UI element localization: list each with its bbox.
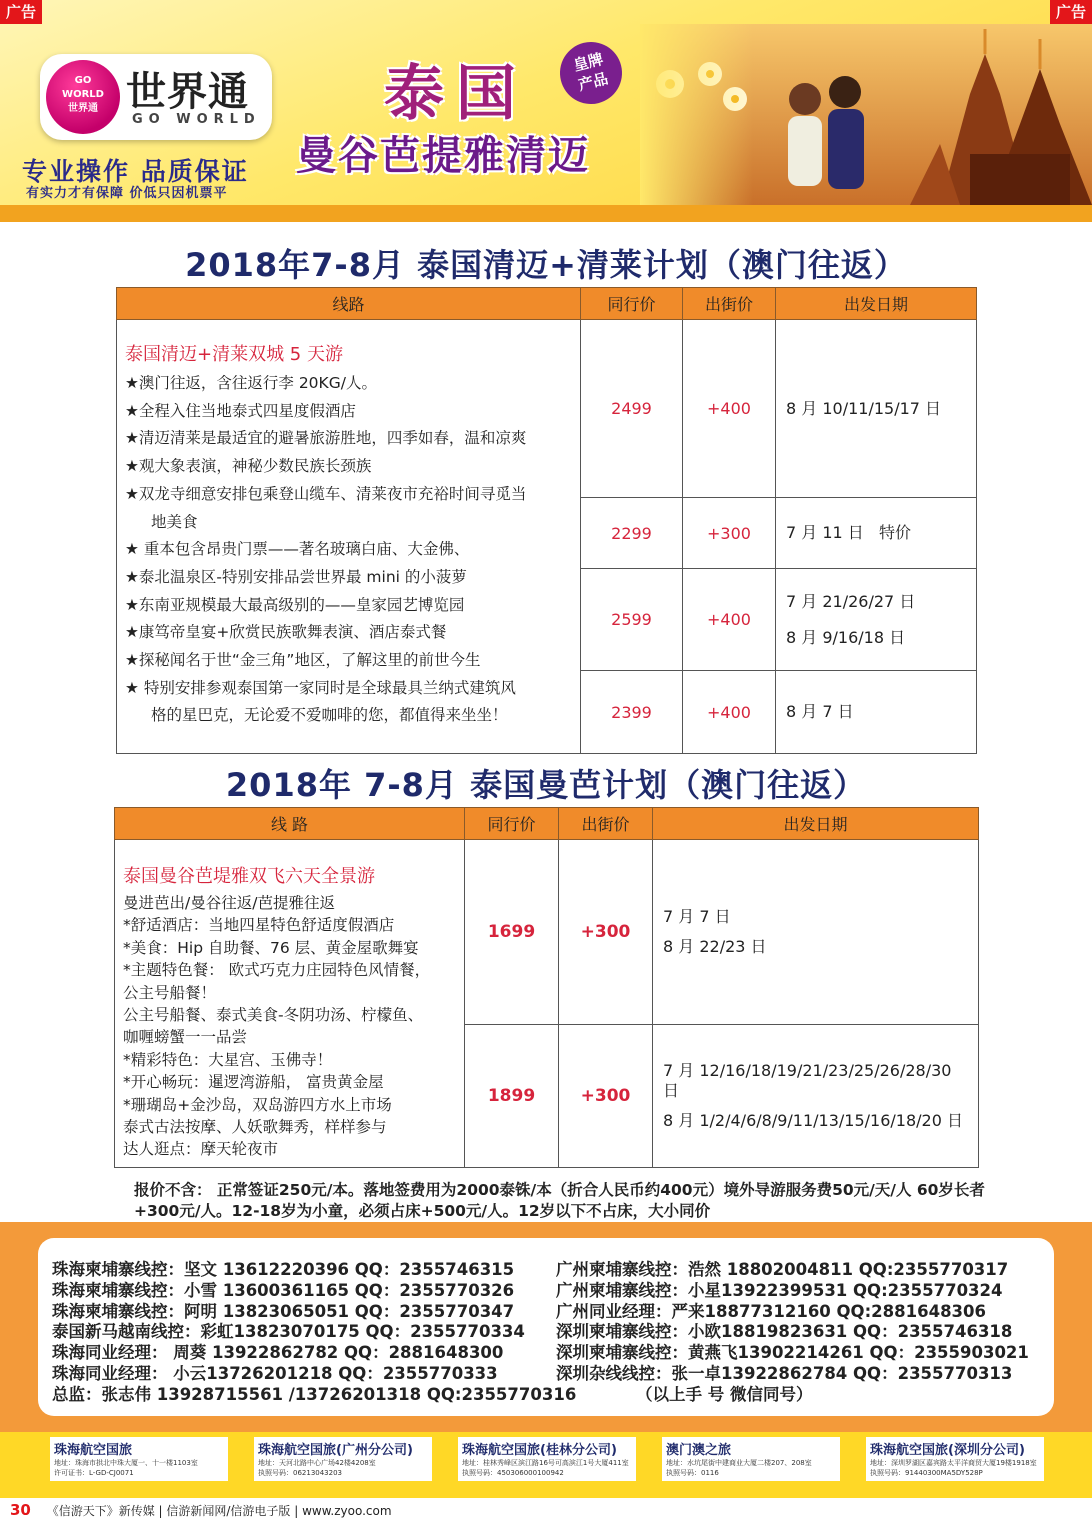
agency-detail: 执照号码：06213043203 (258, 1469, 342, 1477)
agency-card (866, 1437, 1044, 1481)
route-line: ★观大象表演，神秘少数民族长颈族 (125, 457, 372, 476)
retail-price: +400 (683, 569, 776, 671)
section1-title: 2018年7-8月 泰国清迈+清莱计划（澳门往返） (185, 246, 907, 284)
brand-slogan: 专业操作 品质保证 (22, 157, 249, 186)
agency-name: 珠海航空国旅(广州分公司) (258, 1443, 413, 1458)
contact-line: 珠海柬埔寨线控：小雪 13600361165 QQ：2355770326 (52, 1280, 515, 1300)
route-line: 公主号船餐！ (123, 983, 217, 1002)
contact-line: 广州同业经理：严来18877312160 QQ:2881648306 (556, 1301, 986, 1321)
section2-price-table (114, 807, 979, 1168)
col-route: 线路 (117, 288, 581, 320)
agency-detail: 地址：桂林秀峰区滨江路16号可高滨江1号大厦411室 (462, 1459, 629, 1467)
retail-price: +300 (559, 840, 653, 1025)
badge-line: 皇牌 (571, 49, 606, 75)
date-line: 8 月 1/2/4/6/8/9/11/13/15/16/18/20 日 (663, 1110, 963, 1130)
agency-detail: 许可证书：L-GD-CJ0071 (54, 1469, 134, 1477)
publication-text: 《信游天下》新传媒 | 信游新闻网/信游电子版 | www.zyoo.com (46, 1504, 392, 1518)
peer-price: 1699 (465, 840, 559, 1025)
route-title: 泰国曼谷芭堤雅双飞六天全景游 (123, 866, 375, 887)
route-line: *珊瑚岛+金沙岛，双岛游四方水上市场 (123, 1095, 392, 1114)
badge-line: 产品 (576, 69, 610, 95)
route-line: ★ 重本包含昂贵门票——著名玻璃白庙、大金佛、 (125, 540, 470, 559)
route-line: ★东南亚规模最大最高级别的——皇家园艺博览园 (125, 595, 465, 614)
royal-product-badge (553, 35, 628, 110)
col-retail-price: 出街价 (559, 808, 653, 840)
route-line: 格的星巴克，无论爱不爱咖啡的您，都值得来坐坐！ (151, 706, 508, 725)
retail-price: +400 (683, 320, 776, 498)
brand-sub-slogan: 有实力才有保障 价低只因机票平 (26, 186, 228, 201)
hero-title: 泰国 (384, 59, 528, 129)
date-line: 7 月 21/26/27 日 (786, 591, 916, 611)
route-line: ★泰北温泉区-特别安排品尝世界最 mini 的小菠萝 (125, 567, 467, 586)
agency-detail: 执照号码：91440300MA5DY528P (870, 1469, 983, 1477)
retail-price: +300 (683, 498, 776, 569)
contact-line: 珠海同业经理： 小云13726201218 QQ：2355770333 (52, 1364, 498, 1383)
ad-tag: 广告 (0, 0, 42, 24)
route-description (115, 840, 465, 1168)
route-line: *精彩特色：大星宫、玉佛寺！ (123, 1050, 333, 1069)
route-line: ★双龙寺细意安排包乘登山缆车、清莱夜市充裕时间寻觅当 (125, 484, 527, 503)
peer-price: 1899 (465, 1025, 559, 1168)
table-row (117, 320, 977, 498)
contact-line: 深圳柬埔寨线控：小欧18819823631 QQ：2355746318 (556, 1322, 1013, 1342)
brand-logo (40, 54, 272, 140)
contact-line: 深圳柬埔寨线控：黄燕飞13902214261 QQ：2355903021 (556, 1343, 1029, 1363)
contact-line: 总监：张志伟 13928715561 /13726201318 QQ:2355770316 (52, 1384, 577, 1404)
header-stripe (0, 205, 1092, 222)
route-line: 曼进芭出/曼谷往返/芭提雅往返 (123, 894, 335, 912)
page-number: 30 (10, 1501, 31, 1519)
date-line: 8 月 10/11/15/17 日 (786, 398, 942, 418)
route-line: ★康笃帝皇宴+欣赏民族歌舞表演、酒店泰式餐 (125, 623, 447, 642)
route-line: 泰式古法按摩、人妖歌舞秀，样样参与 (123, 1118, 387, 1137)
date-line: 8 月 7 日 (786, 702, 854, 721)
departure-date (776, 671, 977, 754)
agency-detail: 地址：天河北路中心广场42楼4208室 (258, 1459, 376, 1467)
header-banner (0, 0, 1092, 222)
brand-name-en: GO WORLD (132, 112, 261, 127)
logo-circle-line: GO (74, 75, 92, 86)
route-line: ★全程入住当地泰式四星度假酒店 (125, 401, 356, 420)
agency-detail: 地址：珠海市拱北中珠大厦一、十一楼1103室 (54, 1459, 198, 1467)
route-description (117, 320, 581, 754)
route-line: 达人逛点：摩天轮夜市 (123, 1140, 279, 1159)
col-departure-date: 出发日期 (653, 808, 979, 840)
route-line: *舒适酒店：当地四星特色舒适度假酒店 (123, 916, 395, 935)
departure-date (776, 320, 977, 498)
contact-line: 广州柬埔寨线控：浩然 18802004811 QQ:2355770317 (556, 1260, 1009, 1279)
route-line: 公主号船餐、泰式美食-冬阴功汤、柠檬鱼、 (123, 1006, 424, 1025)
route-line: 地美食 (151, 512, 198, 531)
route-line: *开心畅玩：暹逻湾游船， 富贵黄金屋 (123, 1073, 384, 1092)
date-line: 7 月 11 日 特价 (786, 523, 912, 542)
route-line: ★ 特别安排参观泰国第一家同时是全球最具兰纳式建筑风 (125, 678, 516, 697)
retail-price: +400 (683, 671, 776, 754)
table-header-row (115, 808, 979, 840)
agency-name: 珠海航空国旅(深圳分公司) (870, 1443, 1025, 1458)
agency-detail: 执照号码：450306000100942 (462, 1469, 564, 1477)
departure-date (776, 498, 977, 569)
agency-detail: 地址：水坑尾街中建商业大厦二楼207、208室 (666, 1459, 812, 1467)
agency-card (662, 1437, 840, 1481)
agency-card (50, 1437, 228, 1481)
agency-card (458, 1437, 636, 1481)
ad-tag: 广告 (1050, 0, 1092, 24)
departure-date (776, 569, 977, 671)
agency-name: 珠海航空国旅(桂林分公司) (462, 1443, 617, 1458)
contact-line: 珠海同业经理： 周葵 13922862782 QQ：2881648300 (52, 1343, 504, 1363)
col-peer-price: 同行价 (465, 808, 559, 840)
date-line: 7 月 12/16/18/19/21/23/25/26/28/30 日 (663, 1060, 952, 1100)
table-header-row (117, 288, 977, 320)
date-line: 8 月 22/23 日 (663, 937, 767, 957)
agency-name: 澳门澳之旅 (666, 1443, 732, 1458)
departure-date (653, 840, 979, 1025)
contact-line: 珠海柬埔寨线控：坚文 13612220396 QQ：2355746315 (52, 1260, 515, 1279)
date-line: 8 月 9/16/18 日 (786, 627, 906, 647)
price-exclusion-note: 报价不含： 正常签证250元/本。落地签费用为2000泰铢/本（折合人民币约400元）境外导游服务费50元/天/人 60岁长者+300元/人。12-18岁为小童，必须占床+500元/人。12岁以下不占床，大小同价 (134, 1181, 985, 1220)
peer-price: 2599 (581, 569, 683, 671)
agency-card (254, 1437, 432, 1481)
route-line: 咖喱螃蟹一一品尝 (123, 1028, 248, 1047)
route-line: *主题特色餐： 欧式巧克力庄园特色风情餐， (123, 961, 431, 980)
col-departure-date: 出发日期 (776, 288, 977, 320)
contact-line: （以上手 号 微信同号） (636, 1384, 813, 1404)
route-title: 泰国清迈+清莱双城 5 天游 (125, 344, 343, 365)
logo-circle-line: WORLD (62, 89, 104, 100)
agency-name: 珠海航空国旅 (54, 1443, 133, 1458)
route-line: ★探秘闻名于世“金三角”地区，了解这里的前世今生 (125, 651, 481, 670)
contact-line: 广州柬埔寨线控：小星13922399531 QQ:2355770324 (556, 1280, 1003, 1300)
hero-subtitle: 曼谷芭提雅清迈 (296, 133, 590, 179)
contact-line: 泰国新马越南线控：彩虹13823070175 QQ：2355770334 (52, 1322, 525, 1342)
logo-circle-line: 世界通 (68, 103, 98, 114)
route-line: *美食：Hip 自助餐、76 层、黄金屋歌舞宴 (123, 938, 419, 957)
departure-date (653, 1025, 979, 1168)
route-line: ★澳门往返，含往返行李 20KG/人。 (125, 374, 377, 392)
logo-circle (46, 60, 120, 134)
route-line: ★清迈清莱是最适宜的避暑旅游胜地，四季如春，温和凉爽 (125, 429, 527, 448)
section2-title: 2018年 7-8月 泰国曼芭计划（澳门往返） (225, 766, 867, 804)
contact-line: 深圳杂线线控：张一卓13922862784 QQ：2355770313 (556, 1364, 1013, 1383)
agency-detail: 地址：深圳罗湖区嘉宾路太平洋商贸大厦19楼1918室 (870, 1459, 1037, 1467)
col-peer-price: 同行价 (581, 288, 683, 320)
col-retail-price: 出街价 (683, 288, 776, 320)
travel-photo (640, 24, 1092, 205)
peer-price: 2399 (581, 671, 683, 754)
peer-price: 2299 (581, 498, 683, 569)
col-route: 线 路 (115, 808, 465, 840)
section1-price-table (116, 287, 977, 754)
publication-footer (0, 1500, 1092, 1521)
brand-name-cn: 世界通 (126, 69, 249, 115)
contact-line: 珠海柬埔寨线控：阿明 13823065051 QQ：2355770347 (52, 1301, 515, 1321)
agency-detail: 执照号码：0116 (666, 1469, 719, 1477)
retail-price: +300 (559, 1025, 653, 1168)
date-line: 7 月 7 日 (663, 907, 731, 927)
table-row (115, 840, 979, 1025)
peer-price: 2499 (581, 320, 683, 498)
